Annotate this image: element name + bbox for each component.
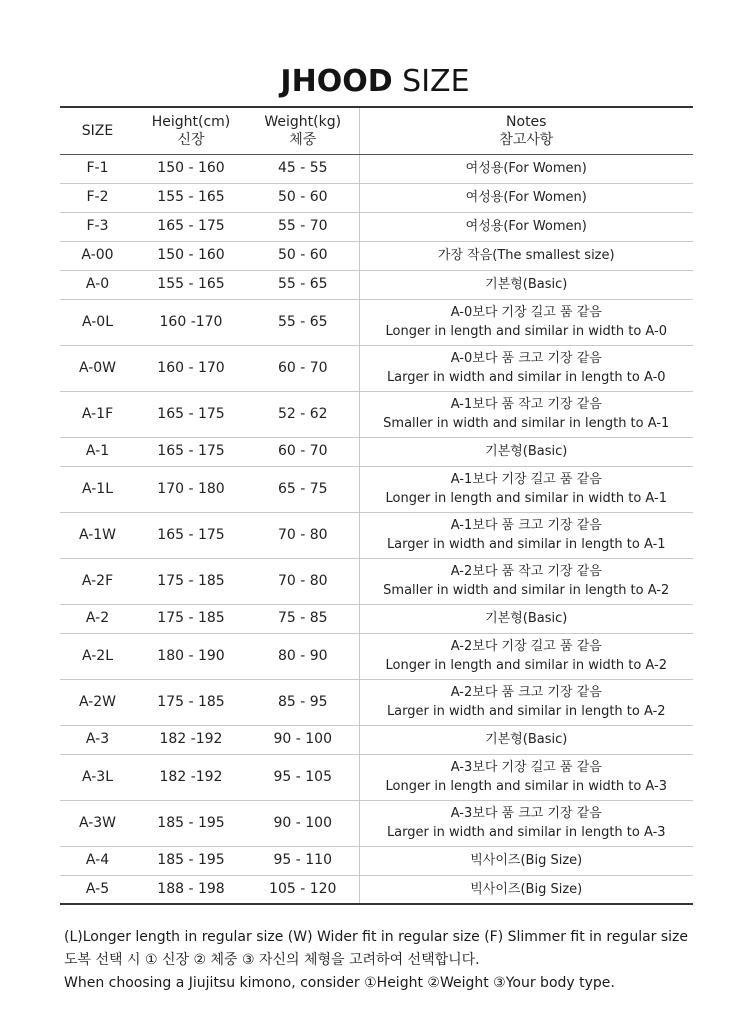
cell-size: A-2W — [60, 679, 135, 725]
cell-size: F-2 — [60, 183, 135, 212]
note-secondary: Longer in length and similar in width to A-3 — [385, 779, 667, 794]
table-row — [60, 437, 693, 466]
table-row — [60, 754, 693, 800]
table-row — [60, 604, 693, 633]
cell-height: 175 - 185 — [135, 604, 247, 633]
cell-size: A-5 — [60, 875, 135, 904]
cell-notes — [359, 875, 693, 904]
cell-weight: 105 - 120 — [247, 875, 359, 904]
cell-weight: 70 - 80 — [247, 558, 359, 604]
cell-weight: 95 - 105 — [247, 754, 359, 800]
header-weight-ko: 체중 — [289, 131, 317, 148]
cell-size: A-0L — [60, 299, 135, 345]
table-row — [60, 183, 693, 212]
cell-height: 175 - 185 — [135, 679, 247, 725]
cell-weight: 90 - 100 — [247, 800, 359, 846]
table-row — [60, 466, 693, 512]
footer-english-guide: When choosing a Jiujitsu kimono, consider ①Height ②Weight ③Your body type. — [64, 975, 615, 991]
table-row — [60, 154, 693, 183]
cell-weight: 60 - 70 — [247, 437, 359, 466]
cell-height: 175 - 185 — [135, 558, 247, 604]
table-row — [60, 558, 693, 604]
cell-height: 155 - 165 — [135, 183, 247, 212]
table-row — [60, 212, 693, 241]
cell-size: A-0 — [60, 270, 135, 299]
cell-weight: 85 - 95 — [247, 679, 359, 725]
cell-height: 165 - 175 — [135, 437, 247, 466]
table-row — [60, 241, 693, 270]
cell-notes — [359, 270, 693, 299]
note-primary: 기본형(Basic) — [485, 444, 568, 459]
title-brand: JHOOD — [280, 64, 393, 99]
cell-weight: 50 - 60 — [247, 241, 359, 270]
cell-size: A-0W — [60, 345, 135, 391]
cell-height: 185 - 195 — [135, 846, 247, 875]
cell-height: 182 -192 — [135, 725, 247, 754]
size-table — [60, 106, 693, 905]
table-row — [60, 679, 693, 725]
cell-height: 160 - 170 — [135, 345, 247, 391]
cell-size: A-3L — [60, 754, 135, 800]
cell-notes — [359, 846, 693, 875]
note-primary: 여성용(For Women) — [465, 219, 587, 234]
cell-notes — [359, 558, 693, 604]
cell-notes — [359, 391, 693, 437]
table-row — [60, 875, 693, 904]
note-primary: 기본형(Basic) — [485, 277, 568, 292]
note-primary: A-0보다 품 크고 기장 같음 — [450, 351, 602, 366]
note-primary: 기본형(Basic) — [485, 611, 568, 626]
note-secondary: Larger in width and similar in length to A-3 — [386, 825, 666, 840]
cell-notes — [359, 299, 693, 345]
note-primary: 빅사이즈(Big Size) — [470, 881, 583, 897]
footer-korean-guide: 도복 선택 시 ① 신장 ② 체중 ③ 자신의 체형을 고려하여 선택합니다. — [64, 952, 480, 968]
table-row — [60, 633, 693, 679]
cell-weight: 50 - 60 — [247, 183, 359, 212]
size-table-header — [60, 107, 693, 154]
cell-weight: 65 - 75 — [247, 466, 359, 512]
note-secondary: Larger in width and similar in length to A-2 — [386, 704, 666, 719]
cell-notes — [359, 633, 693, 679]
size-table-body — [60, 154, 693, 904]
cell-height: 170 - 180 — [135, 466, 247, 512]
table-row — [60, 725, 693, 754]
note-primary: A-1보다 품 크고 기장 같음 — [450, 518, 602, 533]
cell-size: A-1F — [60, 391, 135, 437]
cell-notes — [359, 725, 693, 754]
header-notes-en: Notes — [506, 113, 547, 130]
note-primary: A-3보다 기장 길고 품 같음 — [450, 760, 602, 775]
cell-height: 180 - 190 — [135, 633, 247, 679]
table-row — [60, 846, 693, 875]
header-height-ko: 신장 — [177, 131, 205, 148]
cell-weight: 75 - 85 — [247, 604, 359, 633]
cell-notes — [359, 345, 693, 391]
cell-weight: 55 - 65 — [247, 270, 359, 299]
cell-notes — [359, 466, 693, 512]
note-primary: A-3보다 품 크고 기장 같음 — [450, 806, 602, 821]
note-primary: A-1보다 기장 길고 품 같음 — [450, 472, 602, 487]
note-secondary: Longer in length and similar in width to A-2 — [385, 658, 667, 673]
cell-height: 150 - 160 — [135, 241, 247, 270]
cell-height: 185 - 195 — [135, 800, 247, 846]
cell-size: A-3W — [60, 800, 135, 846]
header-weight-en: Weight(kg) — [264, 113, 342, 130]
cell-notes — [359, 754, 693, 800]
note-secondary: Smaller in width and similar in length to A-1 — [383, 416, 670, 431]
table-row — [60, 512, 693, 558]
footer-legend: (L)Longer length in regular size (W) Wider fit in regular size (F) Slimmer fit in regular size — [64, 929, 689, 945]
header-size — [60, 107, 135, 154]
table-row — [60, 345, 693, 391]
note-primary: 가장 작음(The smallest size) — [437, 248, 615, 263]
cell-height: 182 -192 — [135, 754, 247, 800]
cell-size: A-4 — [60, 846, 135, 875]
cell-height: 150 - 160 — [135, 154, 247, 183]
cell-weight: 52 - 62 — [247, 391, 359, 437]
cell-weight: 45 - 55 — [247, 154, 359, 183]
note-primary: A-2보다 품 크고 기장 같음 — [450, 685, 602, 700]
table-row — [60, 299, 693, 345]
note-primary: 여성용(For Women) — [465, 161, 587, 176]
cell-notes — [359, 183, 693, 212]
note-secondary: Larger in width and similar in length to A-0 — [386, 370, 666, 385]
cell-weight: 55 - 70 — [247, 212, 359, 241]
note-primary: A-2보다 기장 길고 품 같음 — [450, 639, 602, 654]
cell-size: A-1 — [60, 437, 135, 466]
cell-size: A-1L — [60, 466, 135, 512]
note-secondary: Longer in length and similar in width to A-1 — [385, 491, 667, 506]
cell-weight: 80 - 90 — [247, 633, 359, 679]
cell-notes — [359, 212, 693, 241]
cell-weight: 55 - 65 — [247, 299, 359, 345]
note-primary: A-0보다 기장 길고 품 같음 — [450, 305, 602, 320]
header-height — [135, 107, 247, 154]
cell-size: F-3 — [60, 212, 135, 241]
cell-size: F-1 — [60, 154, 135, 183]
cell-size: A-2L — [60, 633, 135, 679]
cell-notes — [359, 437, 693, 466]
cell-weight: 90 - 100 — [247, 725, 359, 754]
header-height-en: Height(cm) — [151, 113, 231, 130]
cell-notes — [359, 241, 693, 270]
footer-notes — [64, 926, 704, 995]
header-notes — [359, 107, 693, 154]
cell-notes — [359, 512, 693, 558]
cell-size: A-00 — [60, 241, 135, 270]
cell-notes — [359, 154, 693, 183]
note-primary: A-1보다 품 작고 기장 같음 — [450, 397, 602, 412]
cell-size: A-2F — [60, 558, 135, 604]
cell-height: 165 - 175 — [135, 212, 247, 241]
cell-height: 188 - 198 — [135, 875, 247, 904]
table-row — [60, 270, 693, 299]
cell-height: 160 -170 — [135, 299, 247, 345]
cell-notes — [359, 679, 693, 725]
header-weight — [247, 107, 359, 154]
note-primary: 기본형(Basic) — [485, 732, 568, 747]
cell-weight: 95 - 110 — [247, 846, 359, 875]
cell-height: 165 - 175 — [135, 391, 247, 437]
cell-size: A-1W — [60, 512, 135, 558]
page-title — [0, 64, 750, 99]
cell-height: 155 - 165 — [135, 270, 247, 299]
title-size-word: SIZE — [402, 64, 470, 99]
note-primary: 여성용(For Women) — [465, 190, 587, 205]
cell-size: A-3 — [60, 725, 135, 754]
note-secondary: Larger in width and similar in length to A-1 — [386, 537, 666, 552]
note-primary: 빅사이즈(Big Size) — [470, 853, 583, 868]
header-size-label: SIZE — [81, 122, 114, 139]
header-notes-ko: 참고사항 — [499, 131, 554, 148]
table-row — [60, 800, 693, 846]
cell-weight: 70 - 80 — [247, 512, 359, 558]
cell-height: 165 - 175 — [135, 512, 247, 558]
note-secondary: Smaller in width and similar in length to A-2 — [383, 583, 670, 598]
note-primary: A-2보다 품 작고 기장 같음 — [450, 564, 602, 579]
table-row — [60, 391, 693, 437]
cell-weight: 60 - 70 — [247, 345, 359, 391]
cell-notes — [359, 800, 693, 846]
cell-size: A-2 — [60, 604, 135, 633]
note-secondary: Longer in length and similar in width to A-0 — [385, 324, 667, 339]
cell-notes — [359, 604, 693, 633]
